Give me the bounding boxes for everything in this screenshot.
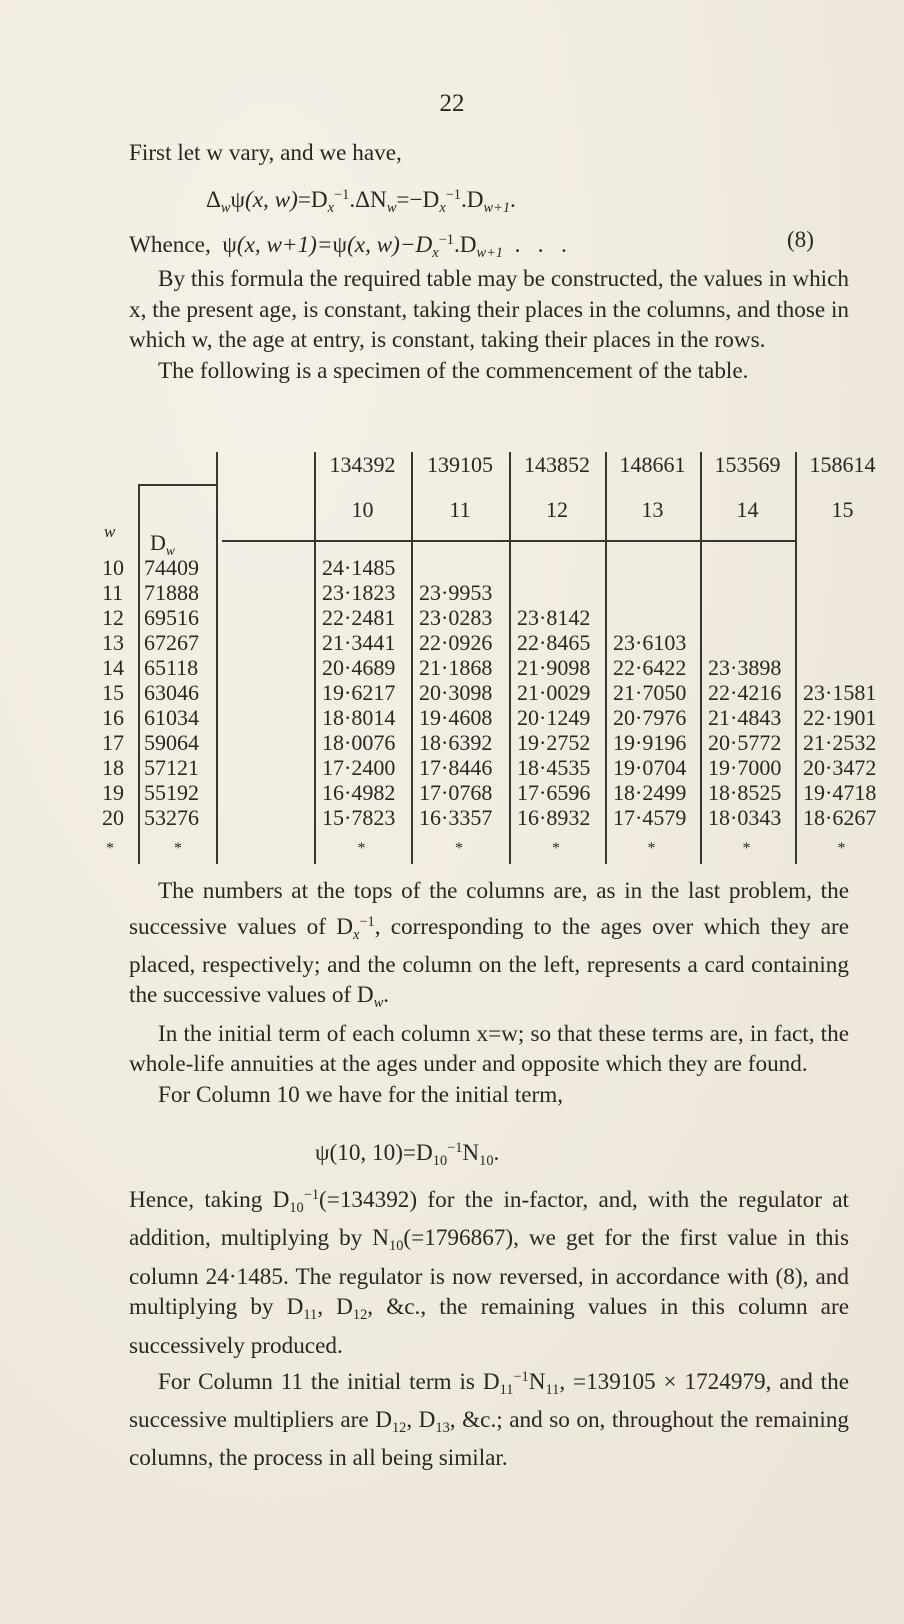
psi-symbol: ψ [230,186,246,213]
paragraph-6-block [129,1180,849,1474]
p3-a-sup: −1 [359,913,375,930]
eq2-dots: . . . [514,231,567,258]
paragraph-1-block [129,264,849,386]
eq2-pow: −1 [438,232,454,248]
table-cell: 18·8014 [322,705,396,730]
paragraph-3 [129,876,849,1019]
table-cell: 18·6392 [419,730,493,755]
table-cell: 22·2481 [322,605,396,630]
eq1-rhs-dx: x [439,199,446,216]
p3-a-sub: x [353,926,360,943]
paragraph-3-block [129,876,849,1110]
p6-d-sub: 12 [352,1307,368,1324]
row-w: 13 [102,630,124,655]
table-cell: 18·4535 [517,755,591,780]
row-w: 20 [102,805,124,830]
page-number: 22 [439,90,465,117]
eq1-mid-sub: w [386,199,397,216]
table-cell: 16·4982 [322,780,396,805]
eq2-lhs: (x, w+1)= [236,231,333,258]
eq2-tail: .D [453,231,477,258]
column-top-value: 134392 [329,452,396,477]
table-cell: 18·0076 [322,730,396,755]
table-cell: 21·1868 [419,655,493,680]
eq2-dx: x [432,244,439,261]
dw-letter: D [150,530,166,555]
row-w: 12 [102,605,124,630]
column-age: 11 [449,497,471,522]
p6-a-sub: 10 [289,1199,304,1216]
table-cell: 23·1581 [803,680,877,705]
column-top-value: 148661 [619,452,686,477]
paragraph-2: The following is a specimen of the commencement of the table. [158,357,749,384]
w-label: w [104,522,116,541]
eq1-eq: =D [297,186,328,213]
table-divider [138,484,140,864]
eq1-rhs-pow: −1 [445,187,461,203]
eq3-n-sub: 10 [479,1152,494,1169]
table-cell: 22·8465 [517,630,591,655]
p7-d-sub: 13 [435,1419,450,1436]
row-w: 19 [102,780,124,805]
eq2-prefix: Whence, [129,231,211,258]
p3-b: , corresponding to the ages over which they are placed, respectively; and the column on the left, represents a card containing the successive values of D [129,913,849,1009]
row-w: 11 [102,580,124,605]
table-cell: 21·0029 [517,680,591,705]
column-age: 14 [736,497,759,522]
column-age: 10 [351,497,374,522]
table-cell: 19·0704 [613,755,687,780]
row-w: 10 [102,555,124,580]
continuation-mark: * [106,840,114,857]
equation-1 [206,180,904,223]
row-w: 17 [102,730,124,755]
table-cell: 24·1485 [322,555,396,580]
table-cell: 21·7050 [613,680,687,705]
paragraph-5: For Column 10 we have for the initial term, [158,1081,564,1108]
p7-c-sub: 12 [391,1419,407,1436]
table-cell: 21·9098 [517,655,591,680]
column-top-value: 158614 [809,452,876,477]
table-cell: 22·4216 [708,680,782,705]
table-cell: 17·2400 [322,755,396,780]
p7-e: , &c.; and so on, throughout the remaining columns, the process in all being similar. [129,1406,850,1472]
table-cell: 21·3441 [322,630,396,655]
table-cell: 19·4718 [803,780,877,805]
table-cell: 22·1901 [803,705,877,730]
row-dw: 71888 [144,580,199,605]
table-cell: 20·4689 [322,655,396,680]
p7-b-sub: 11 [545,1381,560,1398]
p6-c-sub: 11 [303,1307,318,1324]
eq3-sup: −1 [447,1140,463,1156]
row-w: 14 [102,655,124,680]
row-w: 18 [102,755,124,780]
p7-d: , D [406,1406,436,1433]
column-age: 13 [641,497,664,522]
table-cell: 17·8446 [419,755,493,780]
table-cell: 20·3098 [419,680,493,705]
continuation-mark: * [552,840,560,857]
table-cell: 19·6217 [322,680,396,705]
eq1-mid: .ΔN [349,186,387,213]
table-cell: 20·3472 [803,755,877,780]
row-dw: 61034 [144,705,199,730]
table-cell: 17·0768 [419,780,493,805]
p6-a: Hence, taking D [129,1186,290,1213]
paragraph-6 [129,1180,849,1362]
table-cell: 18·8525 [708,780,782,805]
row-w: 15 [102,680,124,705]
continuation-mark: * [647,840,656,857]
intro-text: First let w vary, and we have, [129,140,402,166]
table-cell: 18·2499 [613,780,687,805]
p6-e: , &c., the remaining values in this column are successively produced. [129,1294,849,1359]
continuation-mark: * [357,840,366,857]
row-dw: 53276 [144,805,199,830]
table-cell: 17·6596 [517,780,591,805]
table-cell: 23·9953 [419,580,493,605]
table-cell: 21·4843 [708,705,782,730]
eq1-end: . [510,186,516,213]
continuation-mark: * [174,840,182,857]
table-divider [138,484,218,486]
p6-c: (=1796867), we get for the first value in this column 24·1485. The regulator is now reversed, in accordance with (8), and multiplying by D [129,1225,849,1321]
table-cell: 20·7976 [613,705,687,730]
eq1-args: (x, w) [245,186,298,213]
p3-c: . [383,982,390,1009]
table-divider [216,484,218,864]
eq3-sub: 10 [432,1152,448,1169]
table-cell: 19·2752 [517,730,591,755]
table-cell: 16·3357 [419,805,493,830]
table-cell: 20·1249 [517,705,591,730]
intro-block [129,138,849,169]
eq2-rhs: (x, w)−D [347,231,433,258]
psi-symbol: ψ [315,1139,330,1166]
p7-a-sub: 11 [499,1381,514,1398]
p6-d: , D [317,1294,353,1321]
p7-a: For Column 11 the initial term is D [158,1368,500,1395]
table-divider [222,540,795,542]
p6-b: (=134392) for the in-factor, and, with the regulator at addition, multiplying by N [129,1186,849,1252]
p7-c: , =139105 × 1724979, and the successive multipliers are D [129,1368,849,1433]
column-age: 12 [546,497,568,522]
table-cell: 22·0926 [419,630,493,655]
table-cell: 16·8932 [517,805,591,830]
row-dw: 63046 [144,680,199,705]
p7-a-sup: −1 [513,1368,529,1385]
equation-3 [315,1133,904,1176]
table-cell: 22·6422 [613,655,687,680]
paragraph-7 [129,1362,849,1474]
table-cell: 17·4579 [613,805,687,830]
column-top-value: 139105 [427,452,493,477]
eq1-rhs-sub: w+1 [483,199,511,216]
eq1-delta: Δ [206,186,221,213]
eq3-end: . [493,1139,500,1166]
p3-b-sub: w [373,995,384,1012]
continuation-mark: * [455,840,463,857]
dw-sub: w [165,542,175,558]
table-cell: 18·6267 [803,805,877,830]
psi-symbol: ψ [332,231,348,258]
continuation-mark: * [742,840,751,857]
eq1-rhs-tail: .D [461,186,484,213]
table-cell: 18·0343 [708,805,782,830]
table-cell: 19·4608 [419,705,493,730]
eq2-tail-sub: w+1 [476,244,503,261]
table-cell: 19·7000 [708,755,782,780]
row-dw: 67267 [144,630,199,655]
p6-a-sup: −1 [303,1187,320,1203]
paragraph-4: In the initial term of each column x=w; so that these terms are, in fact, the whole-life annuities at the ages under and opposite which they are found. [129,1020,849,1078]
eq1-dx: x [327,199,335,216]
row-dw: 55192 [144,780,199,805]
eq1-delta-sub: w [220,199,231,216]
column-top-value: 143852 [524,452,590,477]
paragraph-1: By this formula the required table may be constructed, the values in which x, the present age, is constant, taking their places in the columns, and those in which w, the age at entry, is constant, taking their places in the rows. [129,266,849,353]
eq3-n: N [462,1139,480,1166]
annuity-table [102,452,877,864]
eq1-rhs: =−D [396,186,440,213]
table-cell: 15·7823 [322,805,396,830]
eq3-args: (10, 10)=D [329,1139,433,1166]
row-dw: 65118 [144,655,199,680]
column-age: 15 [831,497,854,522]
psi-symbol: ψ [222,231,237,258]
table-cell: 21·2532 [803,730,877,755]
continuation-mark: * [837,840,846,857]
row-dw: 59064 [144,730,199,755]
table-cell: 23·8142 [517,605,591,630]
eq1-pow: −1 [334,187,350,203]
table-cell: 23·1823 [322,580,396,605]
column-top-value: 153569 [714,452,781,477]
table-cell: 23·6103 [613,630,687,655]
row-dw: 69516 [144,605,199,630]
p7-b: N [528,1368,546,1395]
row-w: 16 [102,705,124,730]
row-dw: 57121 [144,755,199,780]
table-cell: 20·5772 [708,730,782,755]
row-dw: 74409 [144,555,199,580]
eq2-label: (8) [786,227,814,253]
table-cell: 19·9196 [613,730,687,755]
table-cell: 23·0283 [419,605,493,630]
p3-a: The numbers at the tops of the columns are, as in the last problem, the successive values of D [129,878,849,940]
table-cell: 23·3898 [708,655,782,680]
equation-2 [129,225,849,268]
p6-b-sub: 10 [389,1238,404,1255]
